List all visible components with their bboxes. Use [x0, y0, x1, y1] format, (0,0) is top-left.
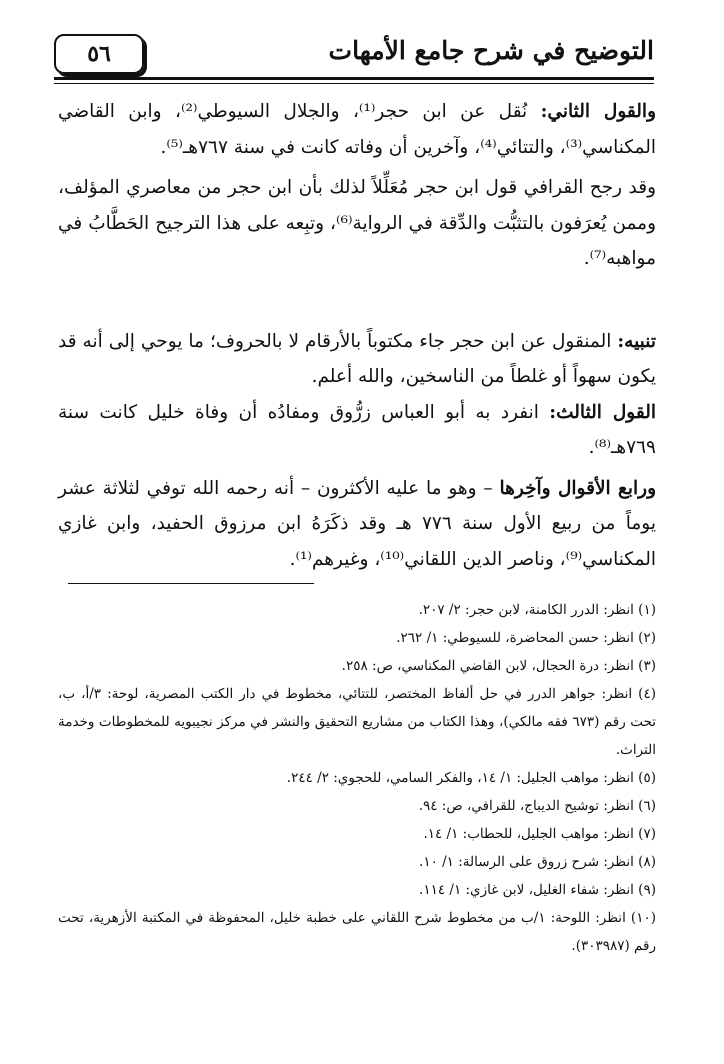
- running-title: التوضيح في شرح جامع الأمهات: [328, 36, 654, 65]
- footnote-separator: [68, 583, 314, 584]
- paragraph-lead: تنبيه:: [617, 330, 656, 352]
- footnote-7: (٧) انظر: مواهب الجليل، للحطاب: ١/ ١٤.: [423, 826, 656, 842]
- footnote-1: (١) انظر: الدرر الكامنة، لابن حجر: ٢/ ٢٠٧.: [418, 602, 656, 618]
- main-text: [58, 94, 656, 577]
- paragraph-fourth-opinion: [58, 471, 656, 578]
- header-rule-thin: [54, 83, 654, 84]
- paragraph-third-opinion: [58, 395, 656, 466]
- paragraph-note: [58, 324, 656, 395]
- footnotes: [58, 596, 656, 960]
- header-rule: [54, 77, 654, 80]
- paragraph-text: نُقل عن ابن حجر⁽¹⁾، والجلال السيوطي⁽²⁾، وابن القاضي المكناسي⁽³⁾، والتتائي⁽⁴⁾، وآخرين أن وفاته كانت في سنة ٧٦٧هـ⁽⁵⁾.: [58, 101, 656, 158]
- paragraph-qarafi: [58, 170, 656, 277]
- footnote-5: (٥) انظر: مواهب الجليل: ١/ ١٤، والفكر السامي، للحجوي: ٢/ ٢٤٤.: [286, 770, 656, 786]
- paragraph-text: – وهو ما عليه الأكثرون – أنه رحمه الله توفي لثلاثة عشر يوماً من ربيع الأول سنة ٧٧٦ هـ وقد ذكَرَهُ ابن مرزوق الحفيد، وابن غازي المكناسي⁽⁹⁾، وناصر الدين اللقاني⁽¹⁰⁾، وغيرهم⁽¹⁾.: [58, 477, 656, 570]
- paragraph-second-opinion: [58, 94, 656, 165]
- page-number: ٥٦: [54, 34, 144, 74]
- footnote-3: (٣) انظر: درة الحجال، لابن القاضي المكناسي، ص: ٢٥٨.: [341, 658, 656, 674]
- paragraph-text: انفرد به أبو العباس زرُّوق ومفادُه أن وفاة خليل كانت سنة ٧٦٩هـ⁽⁸⁾.: [58, 401, 656, 458]
- footnote-2: (٢) انظر: حسن المحاضرة، للسيوطي: ١/ ٢٦٢.: [396, 630, 656, 646]
- paragraph-lead: القول الثالث:: [549, 401, 656, 423]
- paragraph-lead: ورابع الأقوال وآخِرها: [499, 477, 656, 499]
- paragraph-text: وقد رجح القرافي قول ابن حجر مُعَلِّلاً لذلك بأن ابن حجر من معاصري المؤلف، وممن يُعرَفون بالتثبُّت والدِّقة في الرواية⁽⁶⁾، وتبِعه على هذا الترجيح الحَطَّابُ في مواهبه⁽⁷⁾.: [58, 177, 656, 269]
- paragraph-lead: والقول الثاني:: [540, 101, 657, 122]
- paragraph-text: المنقول عن ابن حجر جاء مكتوباً بالأرقام لا بالحروف؛ ما يوحي إلى أنه قد يكون سهواً أو غلطاً من الناسخين، والله أعلم.: [58, 330, 656, 387]
- page-header: [54, 34, 654, 84]
- footnote-9: (٩) انظر: شفاء الغليل، لابن غازي: ١/ ١١٤.: [419, 882, 656, 898]
- footnote-6: (٦) انظر: توشيح الديباج، للقرافي، ص: ٩٤.: [418, 798, 656, 814]
- footnote-8: (٨) انظر: شرح زروق على الرسالة: ١/ ١٠.: [419, 854, 656, 870]
- footnote-10: (١٠) انظر: اللوحة: ١/ب من مخطوط شرح اللقاني على خطبة خليل، المحفوظة في المكتبة الأزهرية، تحت رقم (٣٠٣٩٨٧).: [58, 910, 656, 954]
- footnote-4: (٤) انظر: جواهر الدرر في حل ألفاظ المختصر، للتتائي، مخطوط في دار الكتب المصرية، لوحة: ٣/أ، ب، تحت رقم (٦٧٣ فقه مالكي)، وهذا الكتاب من مشاريع التحقيق والنشر في مركز نجيبويه للمخطوطات وخدمة التراث.: [58, 686, 657, 758]
